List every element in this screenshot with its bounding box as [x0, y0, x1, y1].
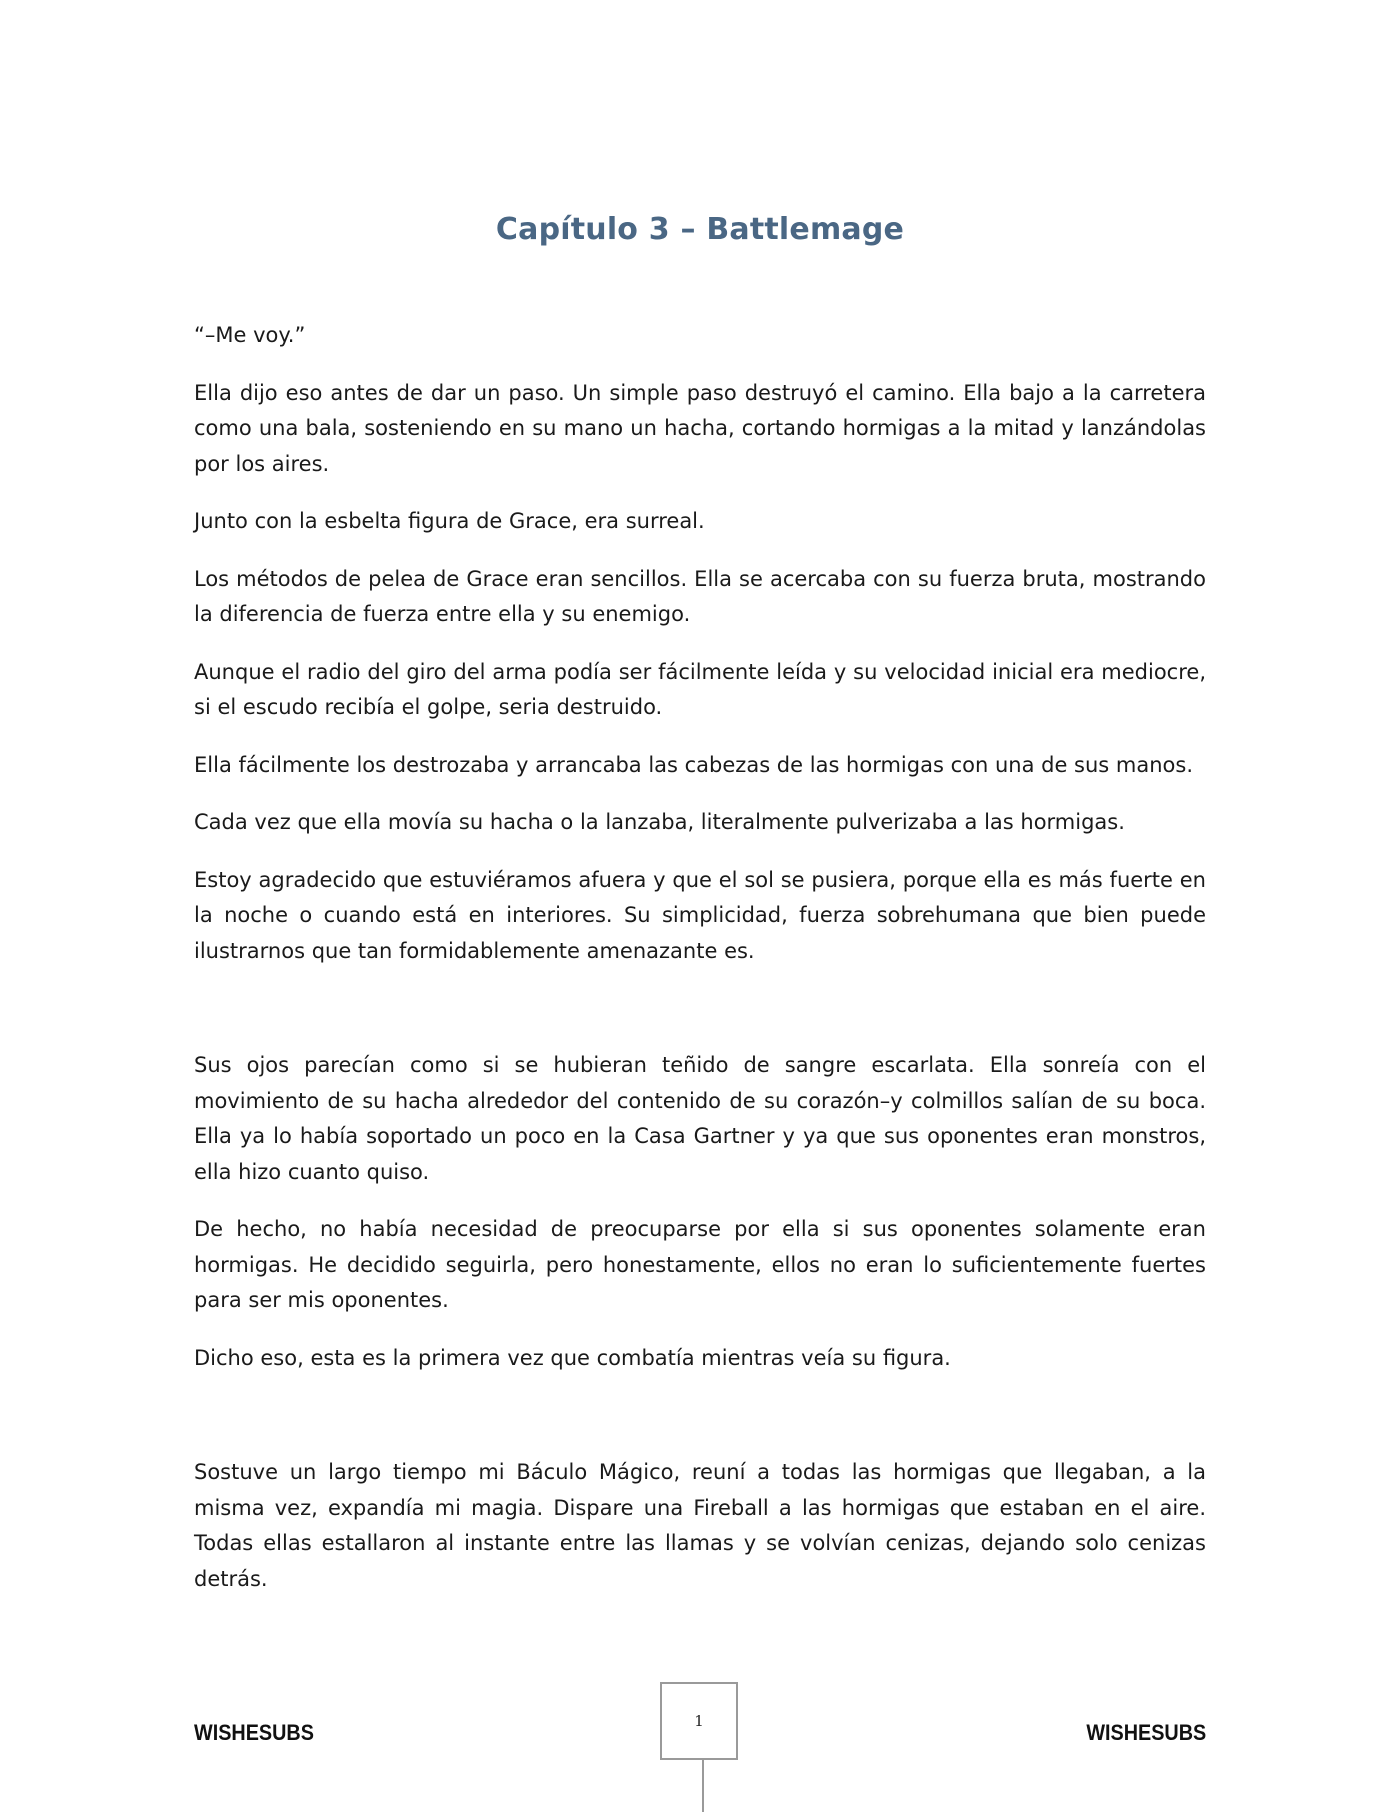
paragraph: Sostuve un largo tiempo mi Báculo Mágico, reuní a todas las hormigas que llegaban, a la misma vez, expandía mi magia. Dispare una Fireball a las hormigas que estaban en el aire. Todas ellas estallaron al instante entre las llamas y se volvían cenizas, dejando solo cenizas detrás.: [194, 1460, 1206, 1591]
footer-brand-left: WISHESUBS: [194, 1720, 314, 1745]
section-gap: [194, 1398, 1206, 1455]
page-number-box: [660, 1682, 738, 1760]
paragraph: Estoy agradecido que estuviéramos afuera y que el sol se pusiera, porque ella es más fuerte en la noche o cuando está en interiores. Su simplicidad, fuerza sobrehumana que bien puede ilustrarnos que tan formidablemente amenazante es.: [194, 867, 1206, 963]
section-gap: [194, 991, 1206, 1048]
page-number: 1: [694, 1712, 704, 1730]
paragraph: De hecho, no había necesidad de preocuparse por ella si sus oponentes solamente eran hormigas. He decidido seguirla, pero honestamente, ellos no eran lo suficientemente fuertes para ser mis oponentes.: [194, 1217, 1206, 1312]
paragraph: Junto con la esbelta figura de Grace, era surreal.: [194, 509, 705, 533]
paragraph: Ella fácilmente los destrozaba y arrancaba las cabezas de las hormigas con una de sus manos.: [194, 752, 1194, 777]
chapter-body: [194, 318, 1206, 1619]
paragraph: Dicho eso, esta es la primera vez que combatía mientras veía su figura.: [194, 1345, 951, 1370]
paragraph: Cada vez que ella movía su hacha o la lanzaba, literalmente pulverizaba a las hormigas.: [194, 810, 1125, 834]
paragraph: Sus ojos parecían como si se hubieran teñido de sangre escarlata. Ella sonreía con el movimiento de su hacha alrededor del contenido de su corazón–y colmillos salían de su boca. Ella ya lo había soportado un poco en la Casa Gartner y ya que sus oponentes eran monstros, ella hizo cuanto quiso.: [194, 1053, 1206, 1184]
paragraph: Aunque el radio del giro del arma podía ser fácilmente leída y su velocidad inicial era mediocre, si el escudo recibía el golpe, seria destruido.: [194, 659, 1206, 719]
page-number-stem: [702, 1760, 704, 1812]
footer-brand-right: WISHESUBS: [1086, 1720, 1206, 1745]
chapter-title: Capítulo 3 – Battlemage: [495, 212, 905, 247]
paragraph: “–Me voy.”: [194, 323, 306, 347]
paragraph: Ella dijo eso antes de dar un paso. Un simple paso destruyó el camino. Ella bajo a la carretera como una bala, sosteniendo en su mano un hacha, cortando hormigas a la mitad y lanzándolas por los aires.: [194, 380, 1206, 476]
paragraph: Los métodos de pelea de Grace eran sencillos. Ella se acercaba con su fuerza bruta, mostrando la diferencia de fuerza entre ella y su enemigo.: [194, 566, 1206, 626]
